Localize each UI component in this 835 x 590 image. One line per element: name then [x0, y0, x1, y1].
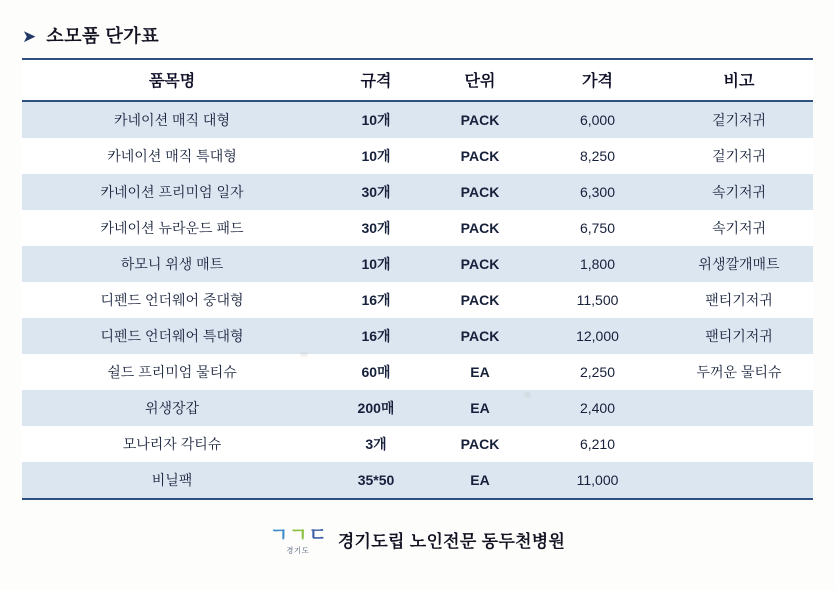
cell-note: 팬티기저귀	[665, 282, 813, 318]
cell-spec: 10개	[322, 101, 430, 138]
table-row	[22, 174, 813, 210]
document-title-row	[0, 0, 835, 58]
page-title: 소모품 단가표	[46, 26, 160, 46]
cell-note	[665, 426, 813, 462]
cell-unit: PACK	[430, 318, 530, 354]
cell-item-name: 카네이션 매직 특대형	[22, 138, 322, 174]
table-header-row	[22, 59, 813, 101]
cell-unit: EA	[430, 354, 530, 390]
cell-unit: EA	[430, 462, 530, 499]
column-header-name: 품목명	[22, 59, 322, 101]
cell-unit: PACK	[430, 138, 530, 174]
logo-marks	[270, 526, 326, 545]
cell-item-name: 비닐팩	[22, 462, 322, 499]
logo-mark-1: ㄱ	[269, 524, 288, 546]
footer-organization-name: 경기도립 노인전문 동두천병원	[337, 532, 566, 552]
table-row	[22, 318, 813, 354]
cell-price: 6,210	[530, 426, 665, 462]
column-header-spec: 규격	[322, 59, 430, 101]
cell-note: 겉기저귀	[665, 101, 813, 138]
cell-spec: 30개	[322, 210, 430, 246]
cell-unit: EA	[430, 390, 530, 426]
cell-unit: PACK	[430, 426, 530, 462]
cell-spec: 16개	[322, 282, 430, 318]
supplies-price-table	[22, 58, 813, 500]
table-header	[22, 59, 813, 101]
cell-spec: 30개	[322, 174, 430, 210]
cell-spec: 10개	[322, 138, 430, 174]
cell-price: 8,250	[530, 138, 665, 174]
cell-price: 2,250	[530, 354, 665, 390]
cell-price: 6,300	[530, 174, 665, 210]
cell-price: 6,000	[530, 101, 665, 138]
cell-price: 1,800	[530, 246, 665, 282]
cell-note: 팬티기저귀	[665, 318, 813, 354]
cell-item-name: 디펜드 언더웨어 특대형	[22, 318, 322, 354]
cell-unit: PACK	[430, 174, 530, 210]
cell-item-name: 디펜드 언더웨어 중대형	[22, 282, 322, 318]
cell-item-name: 모나리자 각티슈	[22, 426, 322, 462]
cell-spec: 60매	[322, 354, 430, 390]
table-row	[22, 101, 813, 138]
cell-spec: 16개	[322, 318, 430, 354]
logo-mark-2: ㄱ	[289, 524, 307, 546]
cell-unit: PACK	[430, 210, 530, 246]
cell-price: 6,750	[530, 210, 665, 246]
table-row	[22, 210, 813, 246]
cell-price: 12,000	[530, 318, 665, 354]
cell-note: 겉기저귀	[665, 138, 813, 174]
table-row	[22, 354, 813, 390]
cell-spec: 35*50	[322, 462, 430, 499]
table-row	[22, 390, 813, 426]
cell-unit: PACK	[430, 101, 530, 138]
table-body	[22, 101, 813, 499]
column-header-unit: 단위	[430, 59, 530, 101]
cell-spec: 3개	[322, 426, 430, 462]
table-row	[22, 246, 813, 282]
cell-item-name: 카네이션 프리미엄 일자	[22, 174, 322, 210]
cell-price: 11,000	[530, 462, 665, 499]
cell-item-name: 카네이션 매직 대형	[22, 101, 322, 138]
table-row	[22, 426, 813, 462]
cell-note: 두꺼운 물티슈	[665, 354, 813, 390]
cell-note	[665, 390, 813, 426]
cell-note	[665, 462, 813, 499]
column-header-note: 비고	[665, 59, 813, 101]
logo-mark-3: ㄷ	[308, 524, 326, 546]
cell-note: 속기저귀	[665, 210, 813, 246]
cell-item-name: 쉴드 프리미엄 물티슈	[22, 354, 322, 390]
cell-unit: PACK	[430, 282, 530, 318]
arrow-bullet-icon: ➤	[22, 26, 37, 46]
price-table-wrap	[0, 58, 835, 500]
cell-spec: 200매	[322, 390, 430, 426]
cell-note: 위생깔개매트	[665, 246, 813, 282]
document-footer	[0, 526, 835, 555]
cell-unit: PACK	[430, 246, 530, 282]
cell-spec: 10개	[322, 246, 430, 282]
cell-note: 속기저귀	[665, 174, 813, 210]
cell-item-name: 카네이션 뉴라운드 패드	[22, 210, 322, 246]
table-row	[22, 462, 813, 499]
gyeonggi-logo-icon	[270, 526, 326, 555]
logo-caption: 경기도	[286, 545, 310, 555]
cell-price: 2,400	[530, 390, 665, 426]
column-header-price: 가격	[530, 59, 665, 101]
cell-price: 11,500	[530, 282, 665, 318]
cell-item-name: 위생장갑	[22, 390, 322, 426]
table-row	[22, 282, 813, 318]
cell-item-name: 하모니 위생 매트	[22, 246, 322, 282]
table-row	[22, 138, 813, 174]
